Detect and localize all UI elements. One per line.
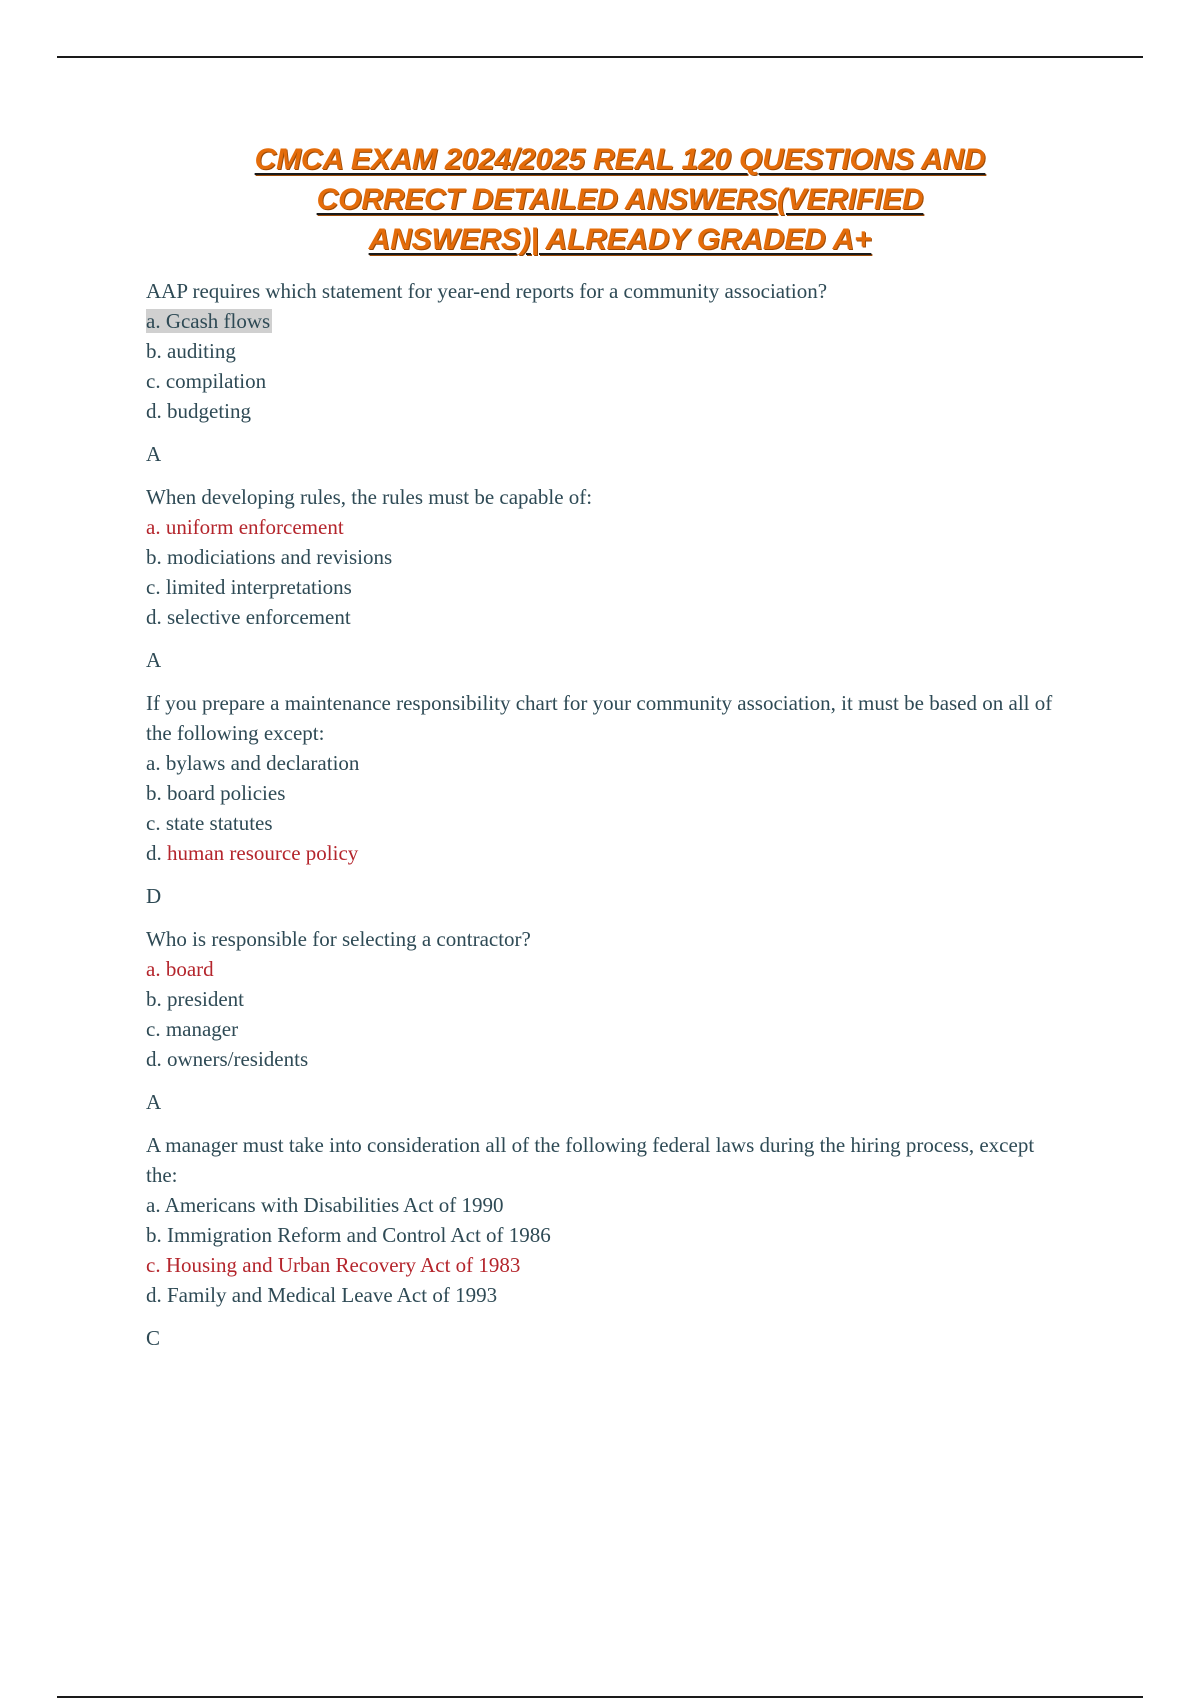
option-b: b. board policies [146, 781, 286, 805]
option-d: d. owners/residents [146, 1047, 309, 1071]
question-1 [146, 276, 1066, 469]
option-a: a. bylaws and declaration [146, 751, 360, 775]
question-4 [146, 924, 1066, 1117]
answer-key: D [146, 884, 162, 908]
answer-key: C [146, 1326, 161, 1350]
bottom-rule [57, 1696, 1143, 1698]
highlighted-option: a. Gcash flows [146, 309, 271, 333]
answer-key: A [146, 1090, 162, 1114]
option-d: d. Family and Medical Leave Act of 1993 [146, 1283, 498, 1307]
option-b: b. president [146, 987, 244, 1011]
option-d: d. budgeting [146, 399, 251, 423]
top-rule [57, 56, 1143, 58]
option-d-prefix: d. [146, 841, 167, 865]
option-d [146, 838, 1066, 868]
option-b: b. modiciations and revisions [146, 545, 393, 569]
option-c: c. limited interpretations [146, 575, 352, 599]
option-b: b. auditing [146, 339, 236, 363]
question-text: When developing rules, the rules must be capable of: [146, 485, 593, 509]
question-3 [146, 688, 1066, 911]
option-c: c. Housing and Urban Recovery Act of 1983 [146, 1253, 521, 1277]
question-text: Who is responsible for selecting a contractor? [146, 927, 531, 951]
title-line-2: CORRECT DETAILED ANSWERS(VERIFIED [316, 183, 924, 216]
answer-key: A [146, 442, 162, 466]
option-d: d. selective enforcement [146, 605, 351, 629]
question-5 [146, 1130, 1066, 1353]
option-c: c. compilation [146, 369, 267, 393]
title-line-1: CMCA EXAM 2024/2025 REAL 120 QUESTIONS AND [254, 143, 986, 176]
question-text: A manager must take into consideration all of the following federal laws during the hiring process, except the: [146, 1133, 1035, 1187]
question-text: If you prepare a maintenance responsibility chart for your community association, it must be based on all of the following except: [146, 691, 1053, 745]
document-title [100, 140, 1140, 260]
option-c: c. state statutes [146, 811, 273, 835]
option-c: c. manager [146, 1017, 239, 1041]
option-a [146, 306, 1066, 336]
title-line-3: ANSWERS)| ALREADY GRADED A+ [368, 223, 872, 256]
question-list [146, 276, 1066, 1366]
question-text: AAP requires which statement for year-end reports for a community association? [146, 279, 828, 303]
option-b: b. Immigration Reform and Control Act of 1986 [146, 1223, 551, 1247]
question-2 [146, 482, 1066, 675]
option-a: a. board [146, 957, 214, 981]
option-a: a. Americans with Disabilities Act of 1990 [146, 1193, 504, 1217]
answer-key: A [146, 648, 162, 672]
option-d-text: human resource policy [167, 841, 359, 865]
option-a: a. uniform enforcement [146, 515, 344, 539]
